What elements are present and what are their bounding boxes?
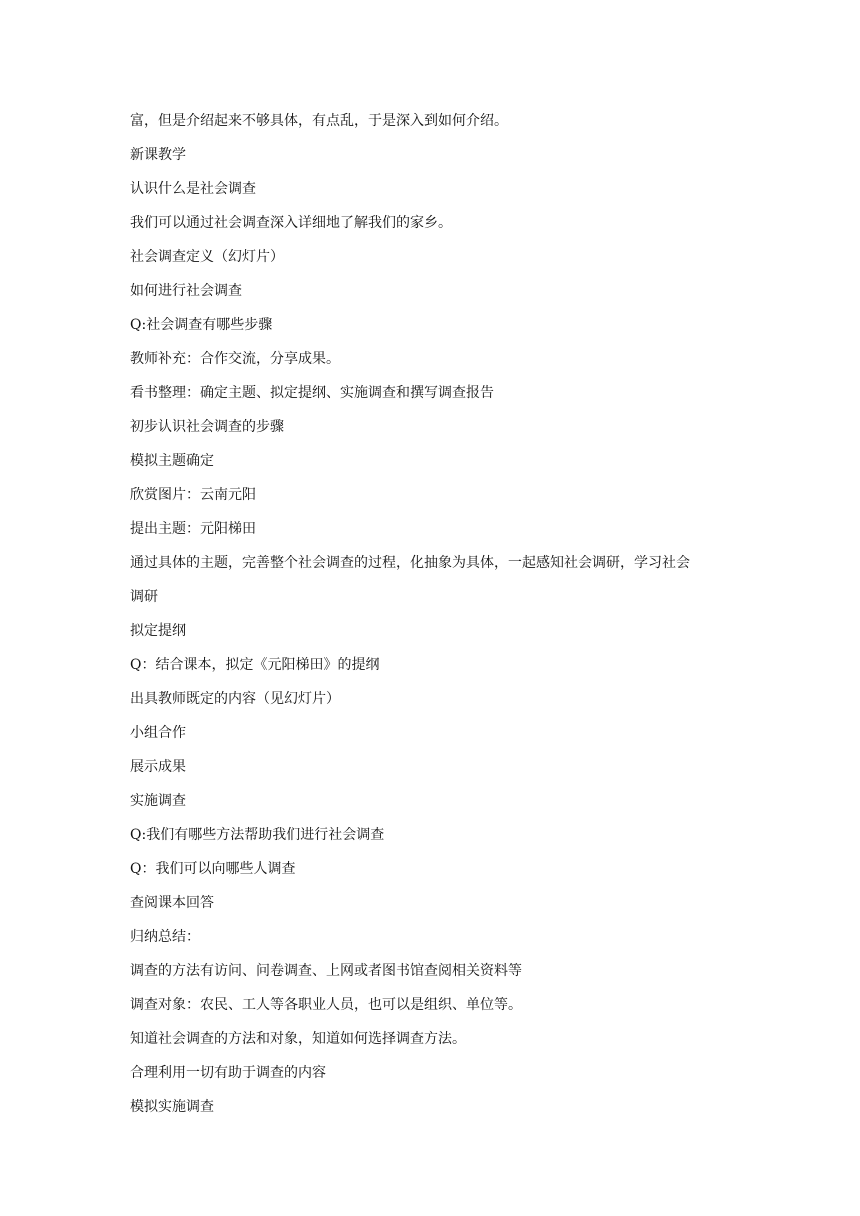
text-line: 通过具体的主题，完善整个社会调查的过程，化抽象为具体，一起感知社会调研，学习社会 [130, 555, 690, 571]
question-line: Q：结合课本，拟定《元阳梯田》的提纲 [130, 657, 380, 673]
question-line: Q：我们可以向哪些人调查 [130, 861, 296, 877]
text-line: 调查的方法有访问、问卷调查、上网或者图书馆查阅相关资料等 [130, 963, 522, 979]
text-line: 调研 [130, 589, 158, 605]
text-line: 看书整理：确定主题、拟定提纲、实施调查和撰写调查报告 [130, 385, 494, 401]
text-line: 我们可以通过社会调查深入详细地了解我们的家乡。 [130, 215, 452, 231]
section-heading: 实施调查 [130, 793, 186, 809]
text-line: 出具教师既定的内容（见幻灯片） [130, 691, 340, 707]
text-line: 归纳总结： [130, 929, 200, 945]
text-line: 富，但是介绍起来不够具体，有点乱，于是深入到如何介绍。 [130, 113, 508, 129]
text-line: 教师补充：合作交流，分享成果。 [130, 351, 340, 367]
text-line: 社会调查定义（幻灯片） [130, 249, 284, 265]
text-line: 小组合作 [130, 725, 186, 741]
question-line: Q:我们有哪些方法帮助我们进行社会调查 [130, 827, 385, 843]
section-heading: 新课教学 [130, 147, 186, 163]
text-line: 查阅课本回答 [130, 895, 214, 911]
text-line: 合理利用一切有助于调查的内容 [130, 1065, 326, 1081]
section-heading: 如何进行社会调查 [130, 283, 242, 299]
section-heading: 认识什么是社会调查 [130, 181, 256, 197]
section-heading: 拟定提纲 [130, 623, 186, 639]
text-line: 欣赏图片：云南元阳 [130, 487, 256, 503]
section-heading: 模拟主题确定 [130, 453, 214, 469]
text-line: 提出主题：元阳梯田 [130, 521, 256, 537]
text-line: 展示成果 [130, 759, 186, 775]
document-body [130, 110, 740, 1130]
text-line: 调查对象：农民、工人等各职业人员，也可以是组织、单位等。 [130, 997, 522, 1013]
text-line: 初步认识社会调查的步骤 [130, 419, 284, 435]
text-line: 知道社会调查的方法和对象，知道如何选择调查方法。 [130, 1031, 466, 1047]
section-heading: 模拟实施调查 [130, 1099, 214, 1115]
question-line: Q:社会调查有哪些步骤 [130, 317, 273, 333]
